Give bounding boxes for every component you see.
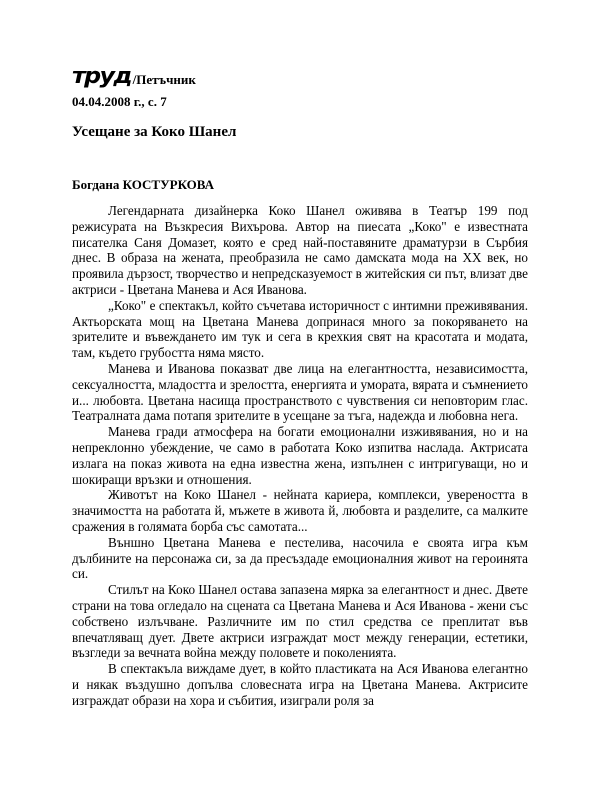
article-body [72, 203, 528, 709]
publication-date: 04.04.2008 г., с. 7 [72, 94, 167, 109]
paragraph: Външно Цветана Манева е пестелива, насочила е своята игра към дълбините на персонажа си, за да пресъздаде емоционалния живот на героинята си. [72, 534, 528, 582]
publication-name: /Петъчник [132, 72, 196, 87]
paragraph: Легендарната дизайнерка Коко Шанел оживява в Театър 199 под режисурата на Възкресия Вихърова. Автор на пиесата „Коко" е известната писателка Саня Домазет, която е сред най-поставяните драматурзи в Сърбия днес. В образа на жената, преобразила не само дамската мода на ХХ век, но проявила дързост, творчество и непредсказуемост в житейския си път, влизат две актриси - Цветана Манева и Ася Иванова. [72, 203, 528, 297]
paragraph: В спектакъла виждаме дует, в който пластиката на Ася Иванова елегантно и някак въздушно допълва словесната игра на Цветана Манева. Актрисите изграждат образи на хора и събития, изиграли роля за [72, 661, 528, 708]
paragraph: Манева и Иванова показват две лица на елегантността, независимостта, сексуалността, младостта и зрелостта, енергията и умората, вярата и съмнението и... любовта. Цветана насища пространството с чувствения си неповторим глас. Театралната дама потапя зрителите в усещане за тъга, надежда и любовна нега. [72, 360, 528, 424]
paragraph: Животът на Коко Шанел - нейната кариера, комплекси, увереността в значимостта на работата й, мъжете в живота й, любовта и разделите, са малките сражения в голямата борба със самотата... [72, 487, 528, 534]
newspaper-logo: труд [72, 64, 131, 89]
masthead [72, 66, 196, 88]
paragraph: Манева гради атмосфера на богати емоционални изживявания, но и на непреклонно убеждение, че само в работата Коко изпитва наслада. Актрисата излага на показ живота на една известна жена, изпълнен с интригуващи, но и шокиращи връзки и отношения. [72, 424, 528, 487]
paragraph: Стилът на Коко Шанел остава запазена мярка за елегантност и днес. Двете страни на това огледало на сцената са Цветана Манева и Ася Иванова - жени със собствено излъчване. Различните им по стил средства се преплитат във впечатляващ дует. Двете актриси изграждат мост между генерации, естетики, възгледи за вечната война между половете и поколенията. [72, 582, 528, 661]
paragraph: „Коко" е спектакъл, който съчетава историчност с интимни преживявания. Актьорската мощ на Цветана Манева допринася много за покоряването на зрителите и въвеждането им тук и сега в крехкия свят на красотата и модата, там, където грубостта няма място. [72, 297, 528, 361]
article-author: Богдана КОСТУРКОВА [72, 177, 215, 192]
article-title: Усещане за Коко Шанел [72, 124, 237, 140]
